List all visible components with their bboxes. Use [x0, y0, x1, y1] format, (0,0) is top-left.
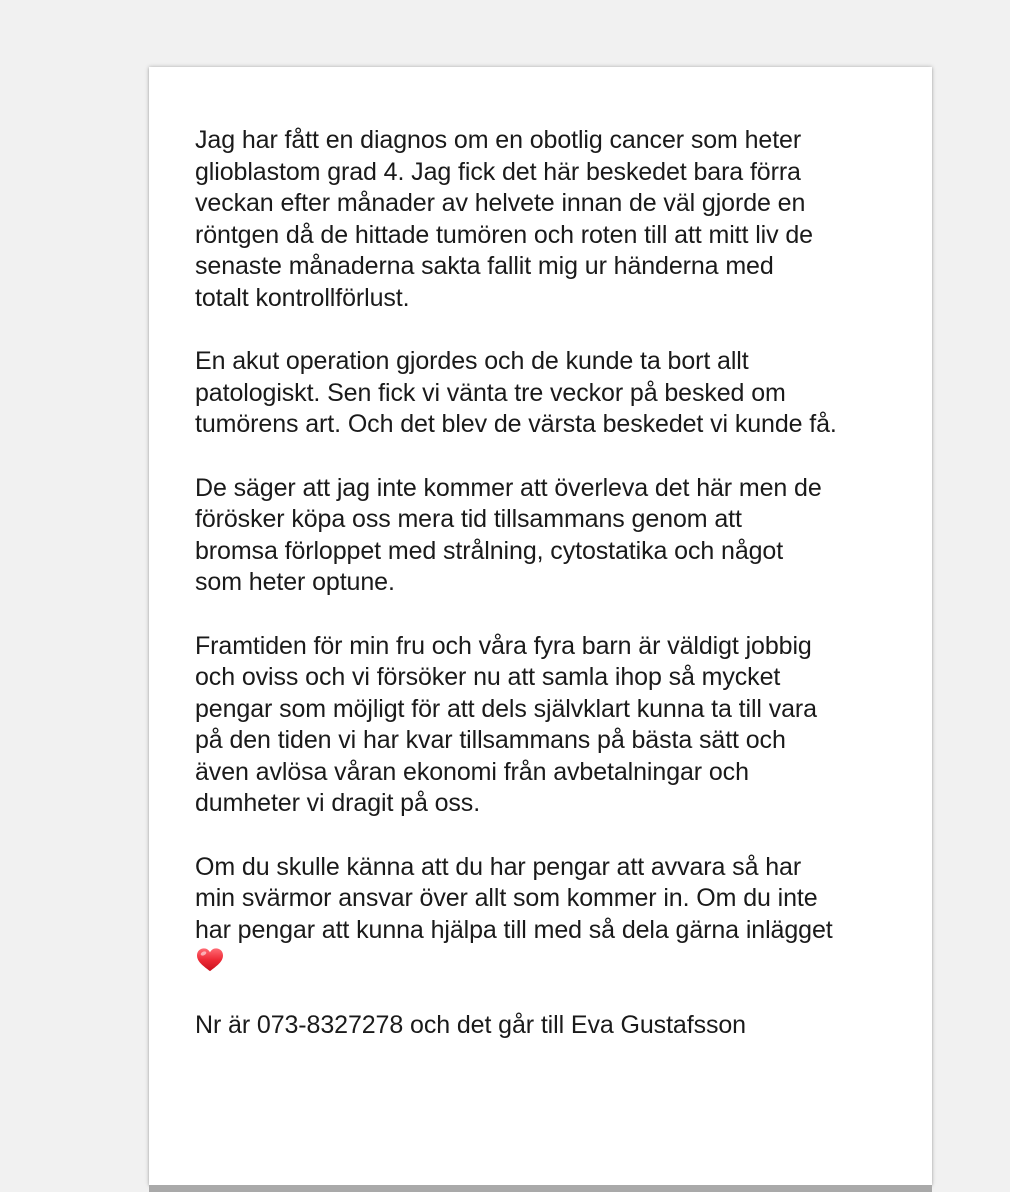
card-bottom-edge: [149, 1185, 932, 1192]
post-paragraph-6: Nr är 073-8327278 och det går till Eva Gustafsson: [195, 1010, 746, 1039]
post-paragraph-2: En akut operation gjordes och de kunde ta bort allt patologiskt. Sen fick vi vänta tre veckor på besked om tumörens art. Och det blev de värsta beskedet vi kunde få.: [195, 347, 837, 439]
post-paragraph-5: Om du skulle känna att du har pengar att avvara så har min svärmor ansvar över allt som kommer in. Om du inte har pengar att kunna hjälpa till med så dela gärna inlägget: [195, 852, 833, 944]
post-paragraph-1: Jag har fått en diagnos om en obotlig cancer som heter glioblastom grad 4. Jag fick det här beskedet bara förra veckan efter månader av helvete innan de väl gjorde en röntgen då de hittade tumören och roten till att mitt liv de senaste månaderna sakta fallit mig ur händerna med totalt kontrollförlust.: [195, 126, 813, 312]
post-paragraph-3: De säger att jag inte kommer att överleva det här men de förösker köpa oss mera tid tillsammans genom att bromsa förloppet med strålning, cytostatika och något som heter optune.: [195, 473, 822, 597]
post-card: [149, 67, 932, 1185]
post-paragraph-5-block: [195, 852, 895, 978]
red-heart-icon: [195, 947, 225, 973]
post-body: [195, 125, 895, 1073]
post-paragraph-4: Framtiden för min fru och våra fyra barn är väldigt jobbig och oviss och vi försöker nu att samla ihop så mycket pengar som möjligt för att dels självklart kunna ta till vara på den tiden vi har kvar tillsammans på bästa sätt och även avlösa våran ekonomi från avbetalningar och dumheter vi dragit på oss.: [195, 631, 817, 818]
